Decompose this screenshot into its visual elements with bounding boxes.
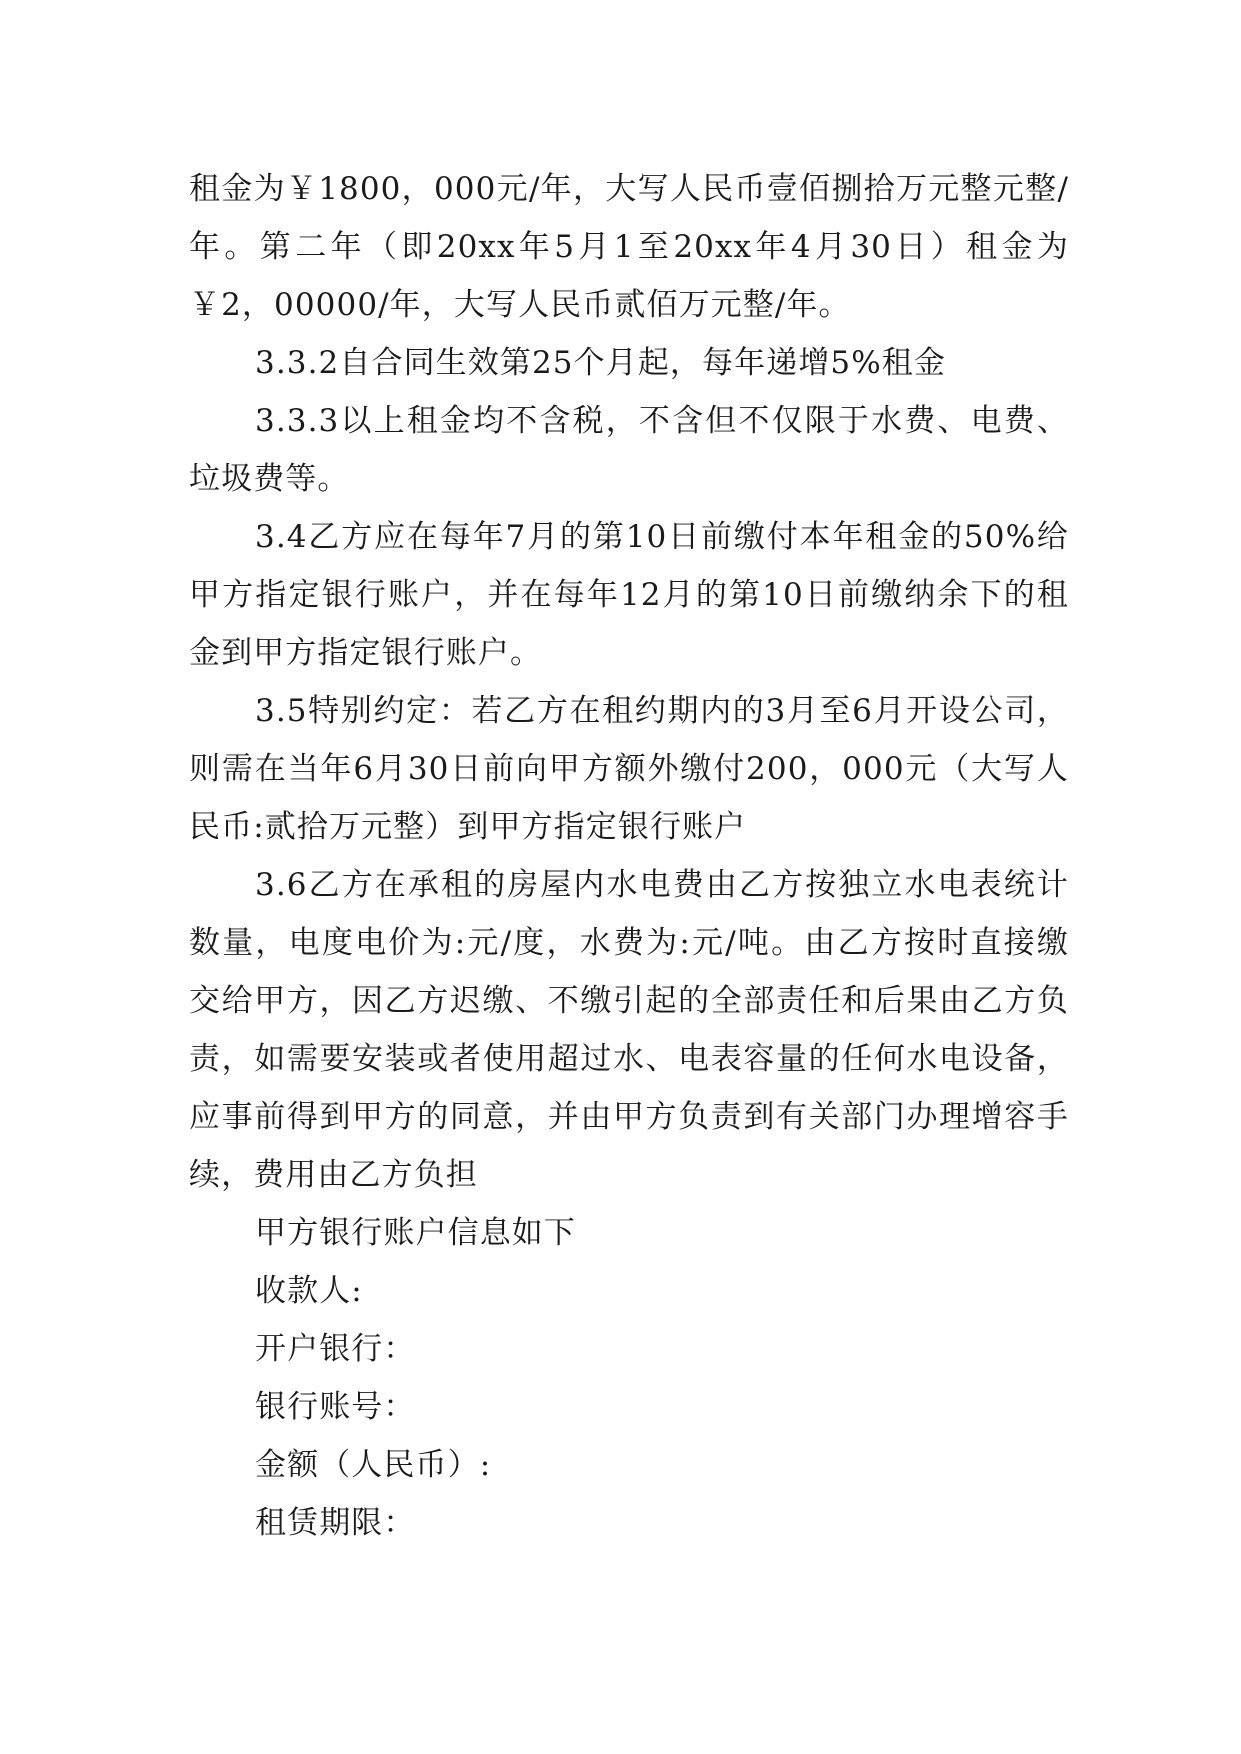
amount-label: 金额（人民币）: — [255, 1447, 492, 1483]
bank-info-heading: 甲方银行账户信息如下 — [255, 1215, 576, 1251]
paragraph-3-4: 3.4乙方应在每年7月的第10日前缴付本年租金的50%给甲方指定银行账户，并在每年12月的第10日前缴纳余下的租金到甲方指定银行账户。 — [189, 519, 1069, 671]
payee-label: 收款人: — [255, 1273, 363, 1309]
bank-name-label: 开户银行： — [255, 1331, 416, 1367]
paragraph-3-5: 3.5特别约定：若乙方在租约期内的3月至6月开设公司，则需在当年6月30日前向甲方额外缴付200，000元（大写人民币:贰拾万元整）到甲方指定银行账户 — [189, 693, 1069, 845]
account-number-label: 银行账号： — [255, 1389, 416, 1425]
paragraph-3-6: 3.6乙方在承租的房屋内水电费由乙方按独立水电表统计数量，电度电价为:元/度，水费为:元/吨。由乙方按时直接缴交给甲方，因乙方迟缴、不缴引起的全部责任和后果由乙方负责，如需要安装或者使用超过水、电表容量的任何水电设备，应事前得到甲方的同意，并由甲方负责到有关部门办理增容手续，费用由乙方负担 — [189, 867, 1069, 1193]
paragraph-3-3-3: 3.3.3以上租金均不含税，不含但不仅限于水费、电费、垃圾费等。 — [189, 403, 1069, 497]
paragraph-rent-amount: 租金为￥1800，000元/年，大写人民币壹佰捌拾万元整元整/年。第二年（即20xx年5月1至20xx年4月30日）租金为￥2，00000/年，大写人民币贰佰万元整/年。 — [189, 171, 1069, 323]
lease-term-label: 租赁期限： — [255, 1505, 416, 1541]
document-body — [189, 160, 1069, 1552]
paragraph-3-3-2: 3.3.2自合同生效第25个月起，每年递增5%租金 — [255, 345, 947, 381]
